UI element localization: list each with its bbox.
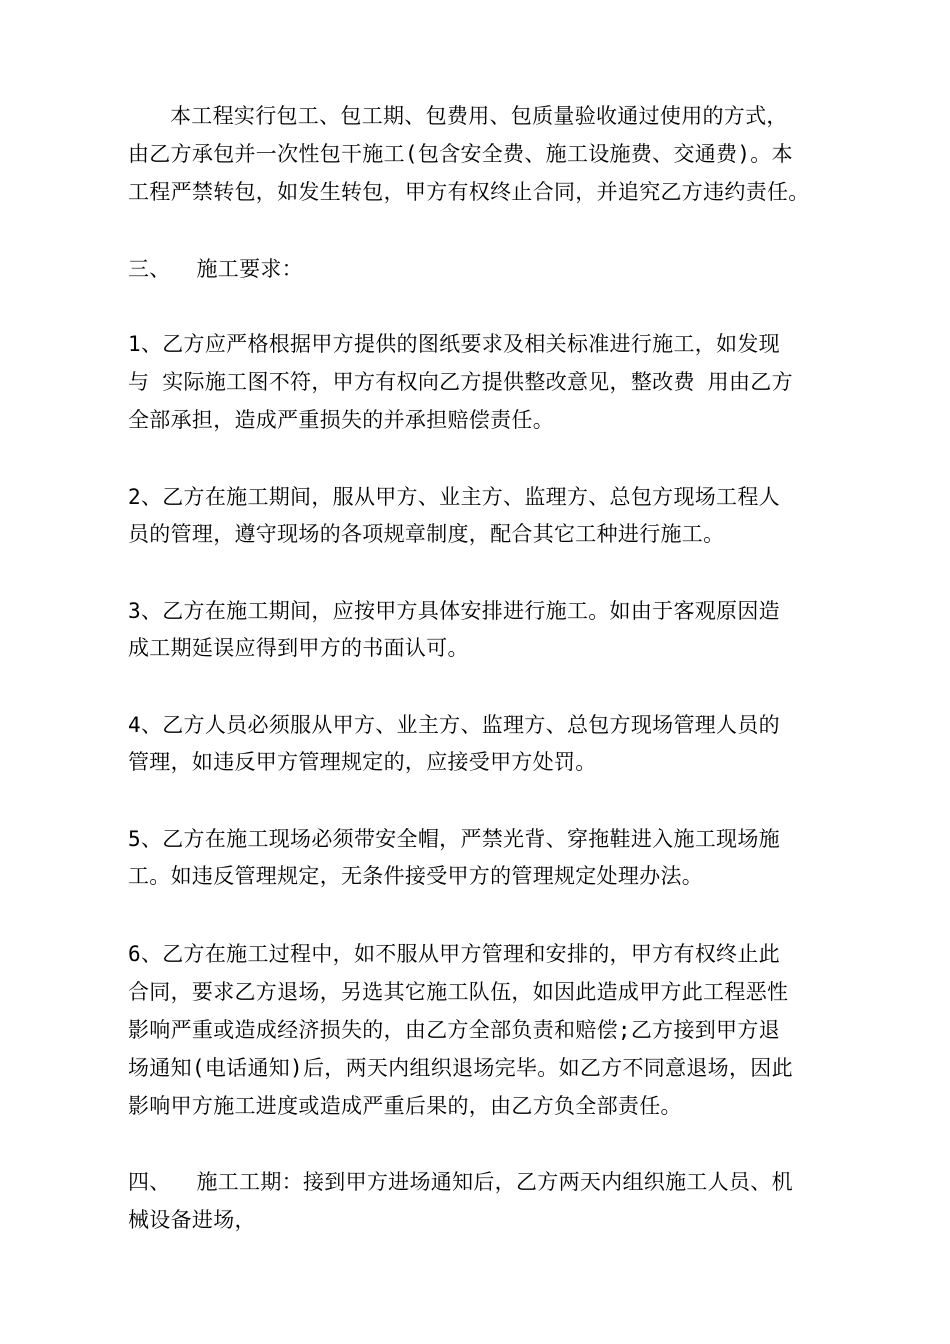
- item-3-line: 成工期延误应得到甲方的书面认可。: [128, 636, 469, 660]
- item-2-line: 员的管理，遵守现场的各项规章制度，配合其它工种进行施工。: [128, 522, 725, 546]
- intro-line: 本工程实行包工、包工期、包费用、包质量验收通过使用的方式，: [170, 104, 788, 128]
- item-1-line: 全部承担，造成严重损失的并承担赔偿责任。: [128, 408, 554, 432]
- section-4-line: 械设备进场，: [128, 1208, 256, 1232]
- intro-line: 工程严禁转包，如发生转包，甲方有权终止合同，并追究乙方违约责任。: [128, 180, 810, 204]
- item-5-line: 5、乙方在施工现场必须带安全帽，严禁光背、穿拖鞋进入施工现场施: [128, 827, 780, 851]
- item-3-line: 3、乙方在施工期间，应按甲方具体安排进行施工。如由于客观原因造: [128, 599, 780, 623]
- item-1-line: 1、乙方应严格根据甲方提供的图纸要求及相关标准进行施工，如发现: [128, 332, 780, 356]
- item-6-line: 合同，要求乙方退场，另选其它施工队伍，如因此造成甲方此工程恶性: [128, 980, 789, 1004]
- item-6-line: 影响严重或造成经济损失的，由乙方全部负责和赔偿;乙方接到甲方退: [128, 1018, 780, 1042]
- item-4-line: 管理，如违反甲方管理规定的，应接受甲方处罚。: [128, 750, 597, 774]
- section-4-line: 四、 施工工期：接到甲方进场通知后，乙方两天内组织施工人员、机: [128, 1170, 793, 1194]
- item-6-line: 场通知(电话通知)后，两天内组织退场完毕。如乙方不同意退场，因此: [128, 1056, 793, 1080]
- item-6-line: 6、乙方在施工过程中，如不服从甲方管理和安排的，甲方有权终止此: [128, 942, 780, 966]
- item-2-line: 2、乙方在施工期间，服从甲方、业主方、监理方、总包方现场工程人: [128, 485, 780, 509]
- intro-line: 由乙方承包并一次性包干施工(包含安全费、施工设施费、交通费)。本: [128, 142, 793, 166]
- item-4-line: 4、乙方人员必须服从甲方、业主方、监理方、总包方现场管理人员的: [128, 713, 780, 737]
- item-5-line: 工。如违反管理规定，无条件接受甲方的管理规定处理办法。: [128, 864, 704, 888]
- item-6-line: 影响甲方施工进度或造成严重后果的，由乙方负全部责任。: [128, 1094, 682, 1118]
- section-3-heading: 三、 施工要求：: [128, 257, 303, 281]
- item-1-line: 与 实际施工图不符，甲方有权向乙方提供整改意见，整改费 用由乙方: [128, 370, 793, 394]
